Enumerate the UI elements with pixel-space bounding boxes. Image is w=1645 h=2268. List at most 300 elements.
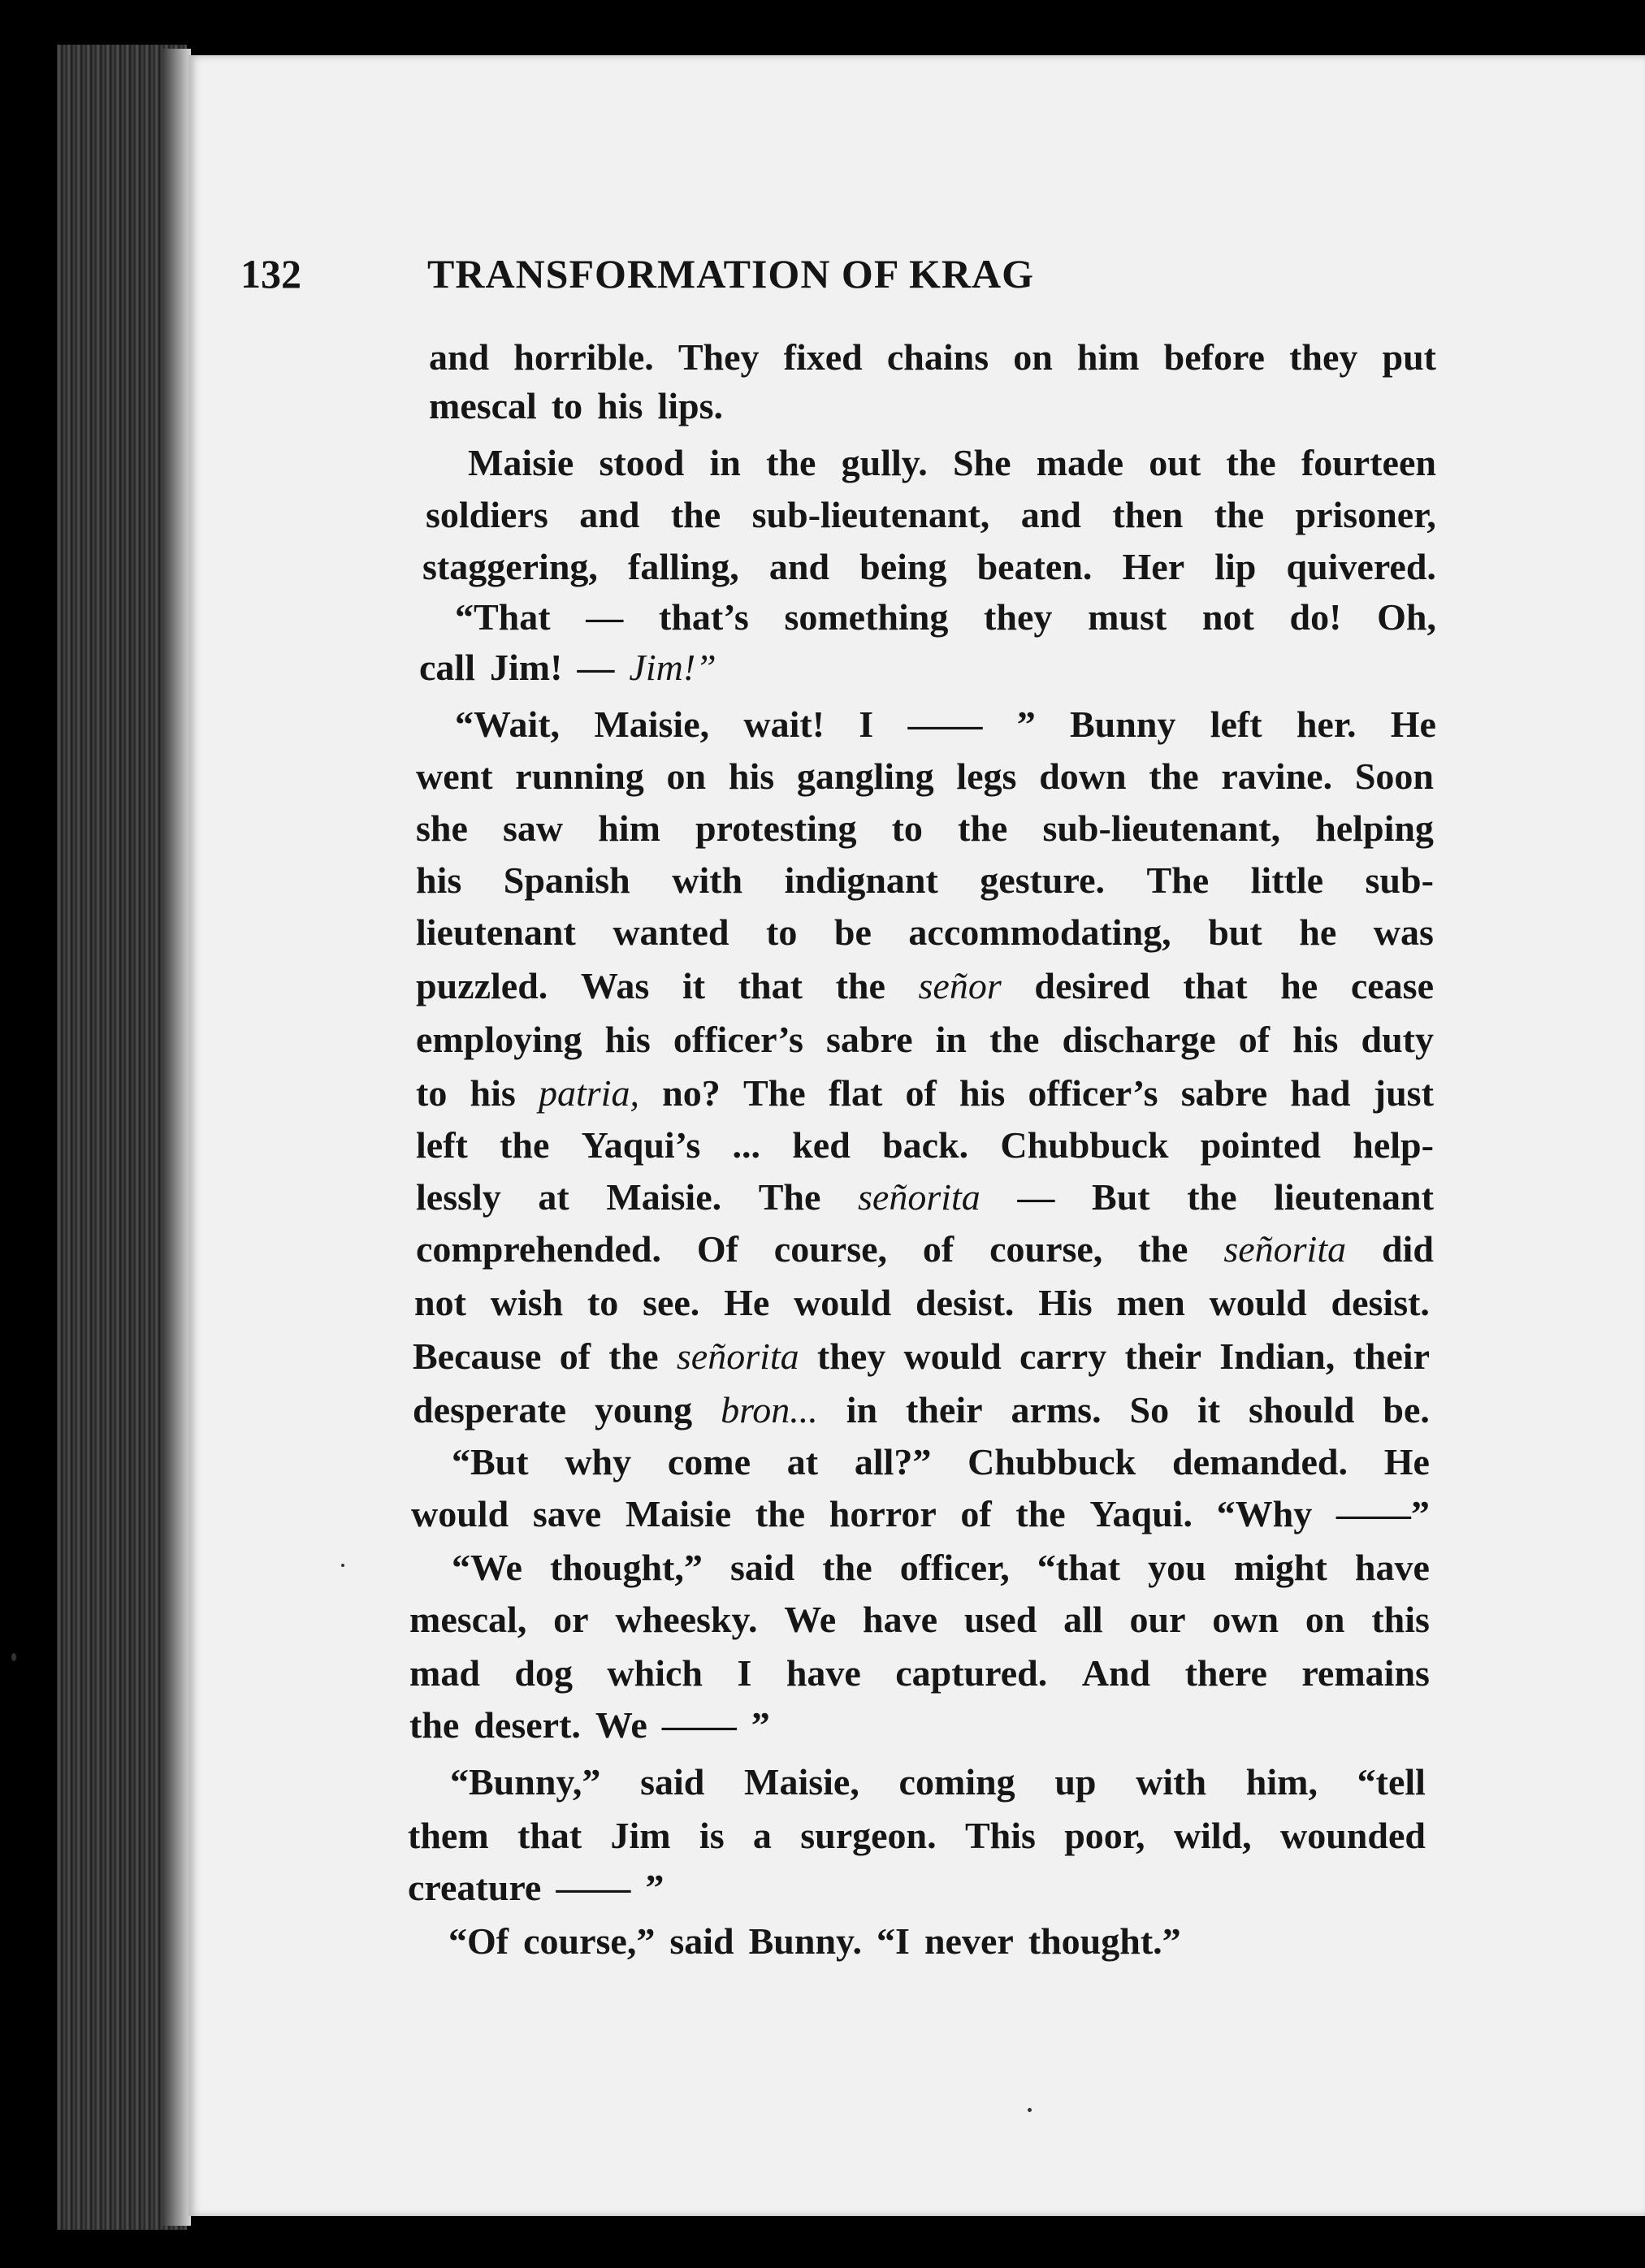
word: But <box>1092 1176 1150 1218</box>
word: would <box>794 1282 892 1323</box>
word: “Of <box>448 1920 509 1962</box>
word: up <box>1054 1761 1097 1803</box>
word: his <box>728 755 775 797</box>
word: have <box>786 1652 861 1694</box>
word: His <box>1038 1282 1093 1323</box>
word: patria, <box>539 1072 639 1114</box>
scan-speck <box>1028 2108 1032 2112</box>
text-line <box>416 1173 1434 1222</box>
word: their <box>906 1389 983 1430</box>
word: this <box>1371 1599 1430 1640</box>
word: Oh, <box>1377 596 1436 638</box>
word: Bunny <box>1070 703 1176 745</box>
word: sub- <box>1365 859 1434 901</box>
word: at <box>538 1176 569 1218</box>
word: before <box>1163 336 1265 378</box>
text-line <box>416 1069 1434 1118</box>
word: the <box>822 1547 872 1588</box>
word: his <box>959 1072 1006 1114</box>
word: saw <box>503 807 564 849</box>
word: Of <box>696 1228 738 1270</box>
word: went <box>416 755 493 797</box>
word: Maisie <box>625 1493 732 1534</box>
word: “But <box>452 1441 529 1482</box>
word: Yaqui. <box>1089 1493 1193 1534</box>
word: left <box>416 1124 468 1166</box>
word: Because <box>413 1335 542 1377</box>
word: desired <box>1034 965 1150 1006</box>
word: the <box>500 1124 550 1166</box>
word: desist. <box>1331 1282 1430 1323</box>
word: the <box>989 1019 1040 1060</box>
word: I <box>859 703 874 745</box>
word: Chubbuck <box>968 1441 1136 1482</box>
word: and <box>768 546 830 587</box>
word: him, <box>1245 1761 1318 1803</box>
word: señor <box>918 965 1002 1006</box>
word: quivered. <box>1286 546 1436 587</box>
word: captured. <box>895 1652 1048 1694</box>
word: lip <box>1214 546 1257 587</box>
word: thought,” <box>549 1547 703 1588</box>
word: ... <box>732 1124 760 1166</box>
word: did <box>1381 1228 1434 1270</box>
word: the <box>755 1493 806 1534</box>
word: wanted <box>613 911 729 953</box>
word: should <box>1249 1389 1355 1430</box>
word: course, <box>989 1228 1103 1270</box>
word: chains <box>886 336 989 378</box>
word: I <box>737 1652 752 1694</box>
word: pointed <box>1200 1124 1321 1166</box>
word: his <box>597 385 643 426</box>
text-line <box>413 1332 1430 1381</box>
word: “Bunny,” <box>450 1761 601 1803</box>
text-line <box>450 1758 1426 1807</box>
word: señorita <box>676 1335 799 1377</box>
word: on <box>666 755 707 797</box>
word: the <box>835 965 885 1006</box>
word: carry <box>1019 1335 1107 1377</box>
word: mescal <box>429 385 537 426</box>
word: Jim!” <box>629 647 716 688</box>
word: no? <box>662 1072 721 1114</box>
word: that’s <box>659 596 749 638</box>
word: at <box>786 1441 819 1482</box>
word: come <box>667 1441 751 1482</box>
word: duty <box>1361 1019 1434 1060</box>
word: ” <box>751 1704 770 1746</box>
word: He <box>1390 703 1436 745</box>
word: The <box>758 1176 821 1218</box>
word: They <box>677 336 760 378</box>
word: they <box>1289 336 1358 378</box>
word: staggering, <box>422 546 598 587</box>
word: — <box>586 596 624 638</box>
word: ” <box>1016 703 1036 745</box>
text-line <box>416 1121 1434 1170</box>
word: have <box>1354 1547 1430 1588</box>
word: they <box>984 596 1053 638</box>
word: to <box>891 807 923 849</box>
word: in <box>935 1019 967 1060</box>
word: coming <box>898 1761 1015 1803</box>
word: you <box>1148 1547 1206 1588</box>
word: fixed <box>783 336 863 378</box>
word: cease <box>1350 965 1434 1006</box>
text-line <box>416 1225 1434 1274</box>
word: lieutenant <box>416 911 576 953</box>
word: Spanish <box>503 859 630 901</box>
word: —— <box>907 703 983 745</box>
word: mad <box>409 1652 480 1694</box>
word: protesting <box>695 807 857 849</box>
word: desperate <box>413 1389 567 1430</box>
page-number: 132 <box>240 251 301 296</box>
word: that <box>738 965 803 1006</box>
word: “tell <box>1357 1761 1426 1803</box>
word: men <box>1116 1282 1185 1323</box>
word: out <box>1149 442 1201 483</box>
word: it <box>1197 1389 1221 1430</box>
word: or <box>553 1599 589 1640</box>
word: This <box>964 1815 1036 1856</box>
word: “Why <box>1216 1493 1313 1534</box>
word: then <box>1112 494 1184 535</box>
word: own <box>1212 1599 1279 1640</box>
word: puzzled. <box>416 965 548 1006</box>
word: señorita <box>1223 1228 1347 1270</box>
word: —— <box>661 1704 737 1746</box>
text-line <box>413 1386 1430 1435</box>
word: to <box>551 385 583 426</box>
word: running <box>515 755 644 797</box>
word: call <box>419 647 475 688</box>
word: The <box>1146 859 1210 901</box>
word: We <box>595 1704 647 1746</box>
text-line <box>419 643 731 692</box>
word: Chubbuck <box>1000 1124 1169 1166</box>
word: ravine. <box>1221 755 1333 797</box>
text-line <box>426 491 1436 539</box>
word: the <box>1214 494 1265 535</box>
word: legs <box>956 755 1017 797</box>
word: his <box>470 1072 516 1114</box>
word: and <box>429 336 490 378</box>
word: it <box>682 965 706 1006</box>
word: must <box>1088 596 1167 638</box>
word: ” <box>645 1867 664 1908</box>
word: with <box>672 859 743 901</box>
text-line <box>455 593 1436 642</box>
word: lieutenant <box>1274 1176 1434 1218</box>
text-line <box>408 1811 1426 1860</box>
text-line <box>429 382 738 431</box>
word: in <box>709 442 741 483</box>
word: the <box>670 494 721 535</box>
word: Maisie. <box>606 1176 722 1218</box>
word: not <box>1201 596 1254 638</box>
word: So <box>1129 1389 1170 1430</box>
word: was <box>1373 911 1434 953</box>
word: have <box>863 1599 937 1640</box>
word: left <box>1210 703 1262 745</box>
word: might <box>1233 1547 1327 1588</box>
word: the <box>608 1335 659 1377</box>
text-line <box>416 804 1434 853</box>
text-line <box>416 752 1434 801</box>
word: the <box>958 807 1008 849</box>
word: had <box>1290 1072 1351 1114</box>
word: “We <box>452 1547 522 1588</box>
word: lips. <box>657 385 723 426</box>
word: “that <box>1037 1547 1121 1588</box>
word: that <box>517 1815 582 1856</box>
word: helping <box>1315 807 1434 849</box>
word: sub-lieutenant, <box>1042 807 1281 849</box>
word: little <box>1250 859 1324 901</box>
word: would <box>1209 1282 1307 1323</box>
word: indignant <box>784 859 938 901</box>
word: creature <box>408 1867 542 1908</box>
word: that <box>1183 965 1248 1006</box>
word: be. <box>1383 1389 1430 1430</box>
word: falling, <box>628 546 739 587</box>
word: the <box>1187 1176 1237 1218</box>
word: his <box>416 859 462 901</box>
word: señorita <box>858 1176 981 1218</box>
word: do! <box>1289 596 1342 638</box>
word: on <box>1305 1599 1345 1640</box>
word: of <box>559 1335 591 1377</box>
word: Yaqui’s <box>581 1124 701 1166</box>
word: the <box>1015 1493 1066 1534</box>
word: Jim <box>610 1815 671 1856</box>
word: his <box>604 1019 651 1060</box>
word: —— <box>556 1867 631 1908</box>
word: arms. <box>1011 1389 1102 1430</box>
text-line <box>414 1279 1430 1327</box>
word: — <box>1017 1176 1055 1218</box>
text-line <box>429 333 1436 382</box>
word: sabre <box>826 1019 913 1060</box>
word: down <box>1039 755 1127 797</box>
word: the <box>409 1704 460 1746</box>
word: their <box>1124 1335 1201 1377</box>
word: said <box>729 1547 795 1588</box>
scan-speck <box>341 1564 344 1567</box>
text-line <box>409 1595 1430 1644</box>
word: put <box>1382 336 1436 378</box>
word: them <box>408 1815 489 1856</box>
text-line <box>409 1701 785 1750</box>
word: in <box>846 1389 878 1430</box>
word: back. <box>882 1124 969 1166</box>
text-line <box>455 700 1436 749</box>
word: his <box>1292 1019 1339 1060</box>
word: a <box>752 1815 772 1856</box>
word: And <box>1081 1652 1151 1694</box>
word: be <box>833 911 872 953</box>
word: “Wait, <box>455 703 561 745</box>
word: all <box>1063 1599 1103 1640</box>
word: fourteen <box>1301 442 1436 483</box>
word: wounded <box>1280 1815 1426 1856</box>
word: thought.” <box>1028 1920 1181 1962</box>
text-line <box>452 1543 1430 1592</box>
word: Bunny. <box>748 1920 863 1962</box>
word: said <box>640 1761 705 1803</box>
word: — <box>577 647 615 688</box>
word: ——” <box>1335 1493 1430 1534</box>
word: We <box>784 1599 837 1640</box>
word: help- <box>1353 1124 1434 1166</box>
word: remains <box>1301 1652 1430 1694</box>
word: her. <box>1296 703 1357 745</box>
text-line <box>409 1649 1430 1698</box>
word: which <box>607 1652 703 1694</box>
word: desist. <box>916 1282 1015 1323</box>
word: demanded. <box>1172 1441 1348 1482</box>
word: Maisie, <box>744 1761 859 1803</box>
text-line <box>408 1863 678 1912</box>
word: would <box>411 1493 509 1534</box>
word: The <box>742 1072 806 1114</box>
word: to <box>766 911 798 953</box>
word: gesture. <box>980 859 1106 901</box>
word: Maisie <box>468 442 574 483</box>
word: being <box>859 546 947 587</box>
word: they <box>816 1335 886 1377</box>
word: with <box>1136 1761 1207 1803</box>
word: on <box>1013 336 1053 378</box>
word: He <box>1383 1441 1430 1482</box>
word: Her <box>1122 546 1185 587</box>
word: and <box>1020 494 1081 535</box>
word: bron... <box>721 1389 818 1430</box>
text-line <box>411 1490 1430 1539</box>
word: Maisie, <box>594 703 710 745</box>
word: something <box>784 596 949 638</box>
word: of <box>960 1493 992 1534</box>
word: young <box>594 1389 693 1430</box>
word: but <box>1208 911 1262 953</box>
word: She <box>952 442 1011 483</box>
word: poor, <box>1064 1815 1145 1856</box>
word: horrible. <box>513 336 654 378</box>
text-line <box>452 1438 1430 1487</box>
word: gully. <box>841 442 928 483</box>
word: gangling <box>796 755 934 797</box>
word: course, <box>773 1228 888 1270</box>
text-line <box>416 856 1434 905</box>
word: see. <box>643 1282 700 1323</box>
word: surgeon. <box>800 1815 937 1856</box>
word: He <box>724 1282 770 1323</box>
word: accommodating, <box>908 911 1171 953</box>
word: “That <box>455 596 551 638</box>
word: she <box>416 807 468 849</box>
word: dog <box>514 1652 573 1694</box>
word: there <box>1184 1652 1267 1694</box>
word: sub-lieutenant, <box>751 494 990 535</box>
word: wheesky. <box>615 1599 758 1640</box>
word: he <box>1280 965 1318 1006</box>
word: and <box>579 494 640 535</box>
word: wait! <box>743 703 825 745</box>
word: said <box>669 1920 734 1962</box>
word: all?” <box>854 1441 932 1482</box>
word: flat <box>828 1072 883 1114</box>
word: the <box>1226 442 1276 483</box>
word: mescal, <box>409 1599 527 1640</box>
word: the <box>766 442 816 483</box>
word: sabre <box>1180 1072 1268 1114</box>
word: horror <box>829 1493 937 1534</box>
text-line <box>422 543 1436 591</box>
word: to <box>587 1282 619 1323</box>
word: soldiers <box>426 494 548 535</box>
word: Was <box>580 965 650 1006</box>
word: officer’s <box>673 1019 803 1060</box>
word: ked <box>792 1124 851 1166</box>
word: used <box>963 1599 1037 1640</box>
word: the <box>1138 1228 1188 1270</box>
word: our <box>1129 1599 1186 1640</box>
word: not <box>414 1282 466 1323</box>
word: made <box>1036 442 1124 483</box>
word: never <box>924 1920 1014 1962</box>
word: him <box>598 807 660 849</box>
word: prisoner, <box>1295 494 1436 535</box>
scan-speck <box>11 1653 16 1661</box>
word: comprehended. <box>416 1228 661 1270</box>
word: beaten. <box>976 546 1093 587</box>
word: of <box>1238 1019 1271 1060</box>
word: employing <box>416 1019 582 1060</box>
word: discharge <box>1062 1019 1216 1060</box>
running-title: TRANSFORMATION OF KRAG <box>427 251 1034 296</box>
word: officer’s <box>1028 1072 1158 1114</box>
word: save <box>532 1493 602 1534</box>
word: why <box>565 1441 632 1482</box>
word: of <box>905 1072 937 1114</box>
text-line <box>416 962 1434 1011</box>
word: to <box>416 1072 448 1114</box>
word: “I <box>877 1920 910 1962</box>
word: of <box>922 1228 955 1270</box>
word: is <box>699 1815 725 1856</box>
word: officer, <box>899 1547 1010 1588</box>
word: desert. <box>474 1704 581 1746</box>
word: just <box>1373 1072 1434 1114</box>
word: would <box>903 1335 1002 1377</box>
word: the <box>1149 755 1199 797</box>
text-line <box>468 439 1436 487</box>
word: him <box>1076 336 1140 378</box>
word: Indian, <box>1219 1335 1335 1377</box>
word: their <box>1353 1335 1430 1377</box>
word: lessly <box>416 1176 501 1218</box>
word: he <box>1299 911 1337 953</box>
word: course,” <box>523 1920 656 1962</box>
word: Jim! <box>489 647 563 688</box>
word: Soon <box>1354 755 1434 797</box>
text-line <box>416 1015 1434 1064</box>
word: wish <box>490 1282 564 1323</box>
word: stood <box>599 442 685 483</box>
word: wild, <box>1173 1815 1252 1856</box>
